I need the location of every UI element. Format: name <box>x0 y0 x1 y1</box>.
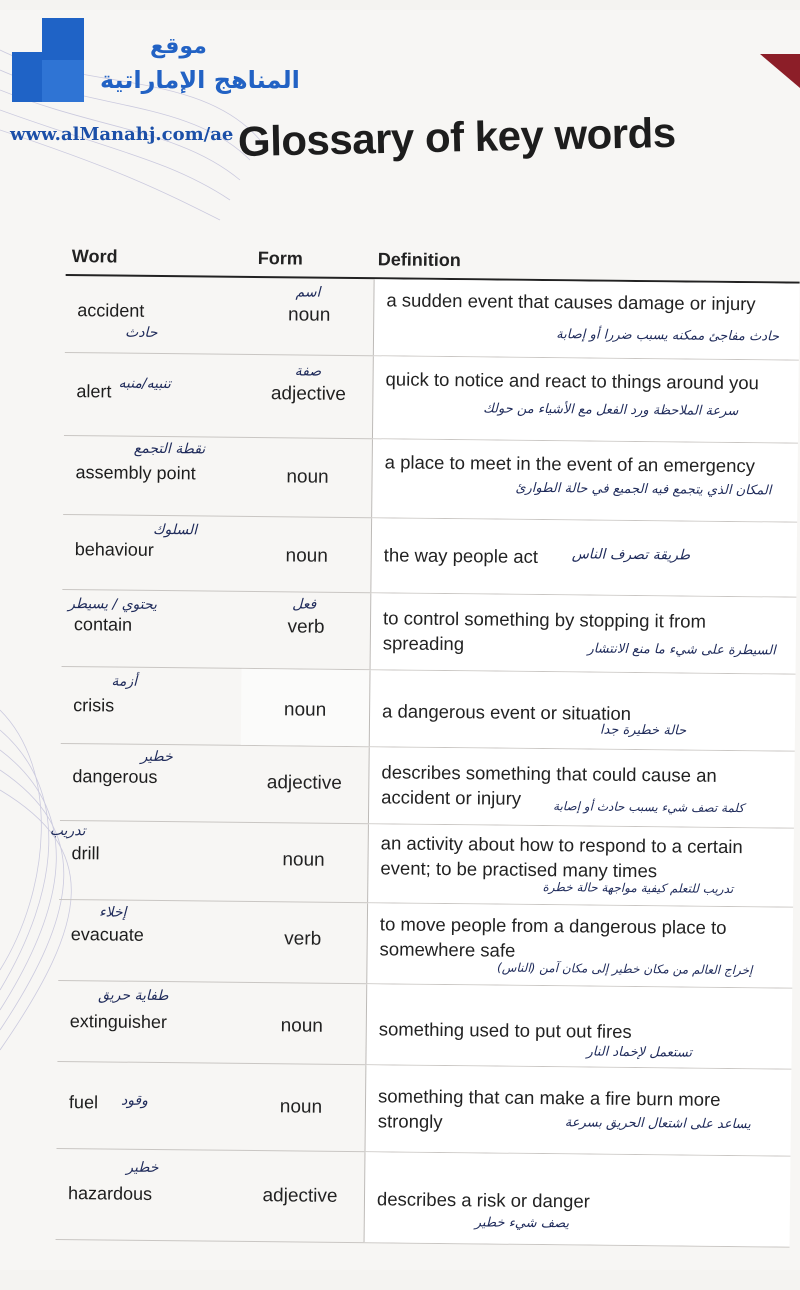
word-cell <box>62 590 243 668</box>
table-row <box>61 667 796 752</box>
word-text: alert <box>76 381 112 402</box>
definition-cell <box>364 1065 791 1155</box>
form-text: verb <box>284 928 322 950</box>
form-cell <box>241 669 370 746</box>
handwritten-note: يحتوي / يسيطر <box>68 596 158 613</box>
handwritten-note: إخلاء <box>98 904 127 921</box>
handwritten-note: إخراج العالم من مكان خطير إلى مكان آمن (الناس) <box>497 960 753 978</box>
definition-cell <box>367 824 794 906</box>
table-row <box>63 436 798 523</box>
table-row <box>62 515 797 598</box>
definition-text: describes something that could cause an accident or injury <box>381 761 717 809</box>
handwritten-note: يساعد على اشتعال الحريق بسرعة <box>564 1115 751 1133</box>
word-cell <box>63 436 244 516</box>
form-cell <box>237 1064 366 1151</box>
definition-text: a place to meet in the event of an emergency <box>384 451 756 477</box>
handwritten-note: صفة <box>294 363 322 380</box>
definition-text: something that can make a fire burn more strongly <box>377 1085 721 1132</box>
watermark-line-2: المناهج الإماراتية <box>100 66 300 94</box>
word-cell <box>65 276 246 354</box>
column-header-definition: Definition <box>377 249 461 271</box>
word-text: drill <box>71 843 100 864</box>
handwritten-note: تدريب <box>49 822 86 840</box>
word-cell <box>62 515 243 591</box>
word-text: hazardous <box>67 1183 153 1204</box>
handwritten-note: تنبيه/منبه <box>118 375 171 393</box>
site-logo-icon <box>12 18 92 108</box>
definition-cell <box>371 439 798 521</box>
form-cell <box>245 278 374 355</box>
form-cell <box>242 517 371 592</box>
definition-text: to move people from a dangerous place to somewhere safe <box>379 913 727 961</box>
definition-cell <box>372 356 799 442</box>
form-text: adjective <box>266 772 342 794</box>
word-cell <box>57 1062 238 1150</box>
handwritten-note: أزمة <box>111 673 138 690</box>
definition-text: a sudden event that causes damage or injury <box>386 289 756 315</box>
definition-text: the way people act <box>383 544 539 567</box>
definition-text: an activity about how to respond to a certain event; to be practised many times <box>380 832 743 882</box>
word-text: behaviour <box>74 539 154 560</box>
watermark-url: www.alManahj.com/ae <box>10 124 234 145</box>
handwritten-note: خطير <box>126 1159 159 1177</box>
table-row <box>65 276 800 361</box>
form-cell <box>239 823 368 902</box>
definition-cell <box>369 670 796 750</box>
word-text: crisis <box>73 695 115 716</box>
table-row <box>60 744 795 829</box>
word-text: dangerous <box>72 766 158 787</box>
table-row <box>57 1062 792 1157</box>
form-cell <box>237 983 366 1064</box>
handwritten-note: المكان الذي يتجمع فيه الجميع في حالة الطوارئ <box>515 480 772 499</box>
glossary-table <box>49 242 800 1248</box>
form-text: noun <box>286 466 329 488</box>
column-header-form: Form <box>257 248 303 269</box>
word-text: evacuate <box>70 924 144 945</box>
form-cell <box>242 592 371 669</box>
textbook-page <box>0 10 800 1270</box>
definition-text: a dangerous event or situation <box>381 700 632 724</box>
form-text: adjective <box>262 1185 338 1207</box>
definition-cell <box>366 903 793 987</box>
page-title: Glossary of key words <box>237 108 677 165</box>
definition-cell <box>368 747 795 827</box>
handwritten-note: السيطرة على شيء ما منع الانتشار <box>587 641 776 659</box>
handwritten-note: حادث مفاجئ ممكنه يسبب ضررا أو إصابة <box>556 327 780 345</box>
form-cell <box>244 355 373 438</box>
handwritten-note: خطير <box>140 748 173 766</box>
word-cell <box>58 900 239 982</box>
table-row <box>57 981 792 1070</box>
word-text: contain <box>73 614 133 635</box>
word-text: assembly point <box>75 462 196 484</box>
word-cell <box>49 821 240 901</box>
word-cell <box>56 1149 237 1241</box>
handwritten-note: سرعة الملاحظة ورد الفعل مع الأشياء من حولك <box>483 401 739 420</box>
form-cell <box>236 1151 365 1242</box>
form-cell <box>243 438 372 517</box>
watermark-line-1: موقع <box>150 34 207 59</box>
form-text: noun <box>283 699 327 721</box>
form-text: noun <box>282 849 325 871</box>
definition-cell <box>365 984 792 1068</box>
table-row <box>56 1149 791 1248</box>
definition-cell <box>370 518 797 596</box>
definition-cell <box>373 279 800 359</box>
table-row <box>49 821 794 908</box>
word-text: extinguisher <box>69 1011 168 1033</box>
word-cell <box>60 744 241 822</box>
definition-cell <box>370 593 797 673</box>
handwritten-note: نقطة التجمع <box>133 440 206 458</box>
form-cell <box>240 746 369 823</box>
handwritten-note: حادث <box>124 324 158 341</box>
handwritten-note: حالة خطيرة جدا <box>599 722 687 739</box>
form-text: noun <box>279 1096 323 1118</box>
handwritten-note: طريقة تصرف الناس <box>571 546 691 564</box>
definition-text: something used to put out fires <box>378 1018 632 1042</box>
word-cell <box>64 353 245 437</box>
handwritten-note: يصف شيء خطير <box>474 1215 570 1232</box>
handwritten-note: وقود <box>120 1092 149 1109</box>
form-text: noun <box>280 1015 324 1037</box>
table-row <box>62 590 797 675</box>
word-text: fuel <box>68 1092 99 1113</box>
handwritten-note: تدريب للتعلم كيفية مواجهة حالة خطرة <box>542 880 734 897</box>
handwritten-note: اسم <box>295 284 321 301</box>
page-corner-tab <box>760 54 800 88</box>
word-cell <box>61 667 242 745</box>
form-cell <box>238 902 367 983</box>
handwritten-note: كلمة تصف شيء يسبب حادث أو إصابة <box>552 799 745 816</box>
definition-cell <box>364 1152 791 1246</box>
definition-text: describes a risk or danger <box>376 1188 590 1212</box>
form-text: adjective <box>270 383 347 405</box>
column-header-word: Word <box>71 246 118 267</box>
form-text: verb <box>287 616 325 638</box>
handwritten-note: طفاية حريق <box>98 987 169 1005</box>
handwritten-note: فعل <box>292 596 317 613</box>
table-row <box>58 900 793 989</box>
table-row <box>64 353 799 444</box>
word-text: accident <box>77 300 145 321</box>
definition-text: quick to notice and react to things around you <box>385 368 760 394</box>
word-cell <box>57 981 238 1063</box>
definition-text: to control something by stopping it from spreading <box>382 607 707 655</box>
form-text: noun <box>285 545 328 567</box>
handwritten-note: السلوك <box>152 521 198 539</box>
handwritten-note: تستعمل لإخماد النار <box>586 1044 693 1061</box>
form-text: noun <box>287 304 331 326</box>
